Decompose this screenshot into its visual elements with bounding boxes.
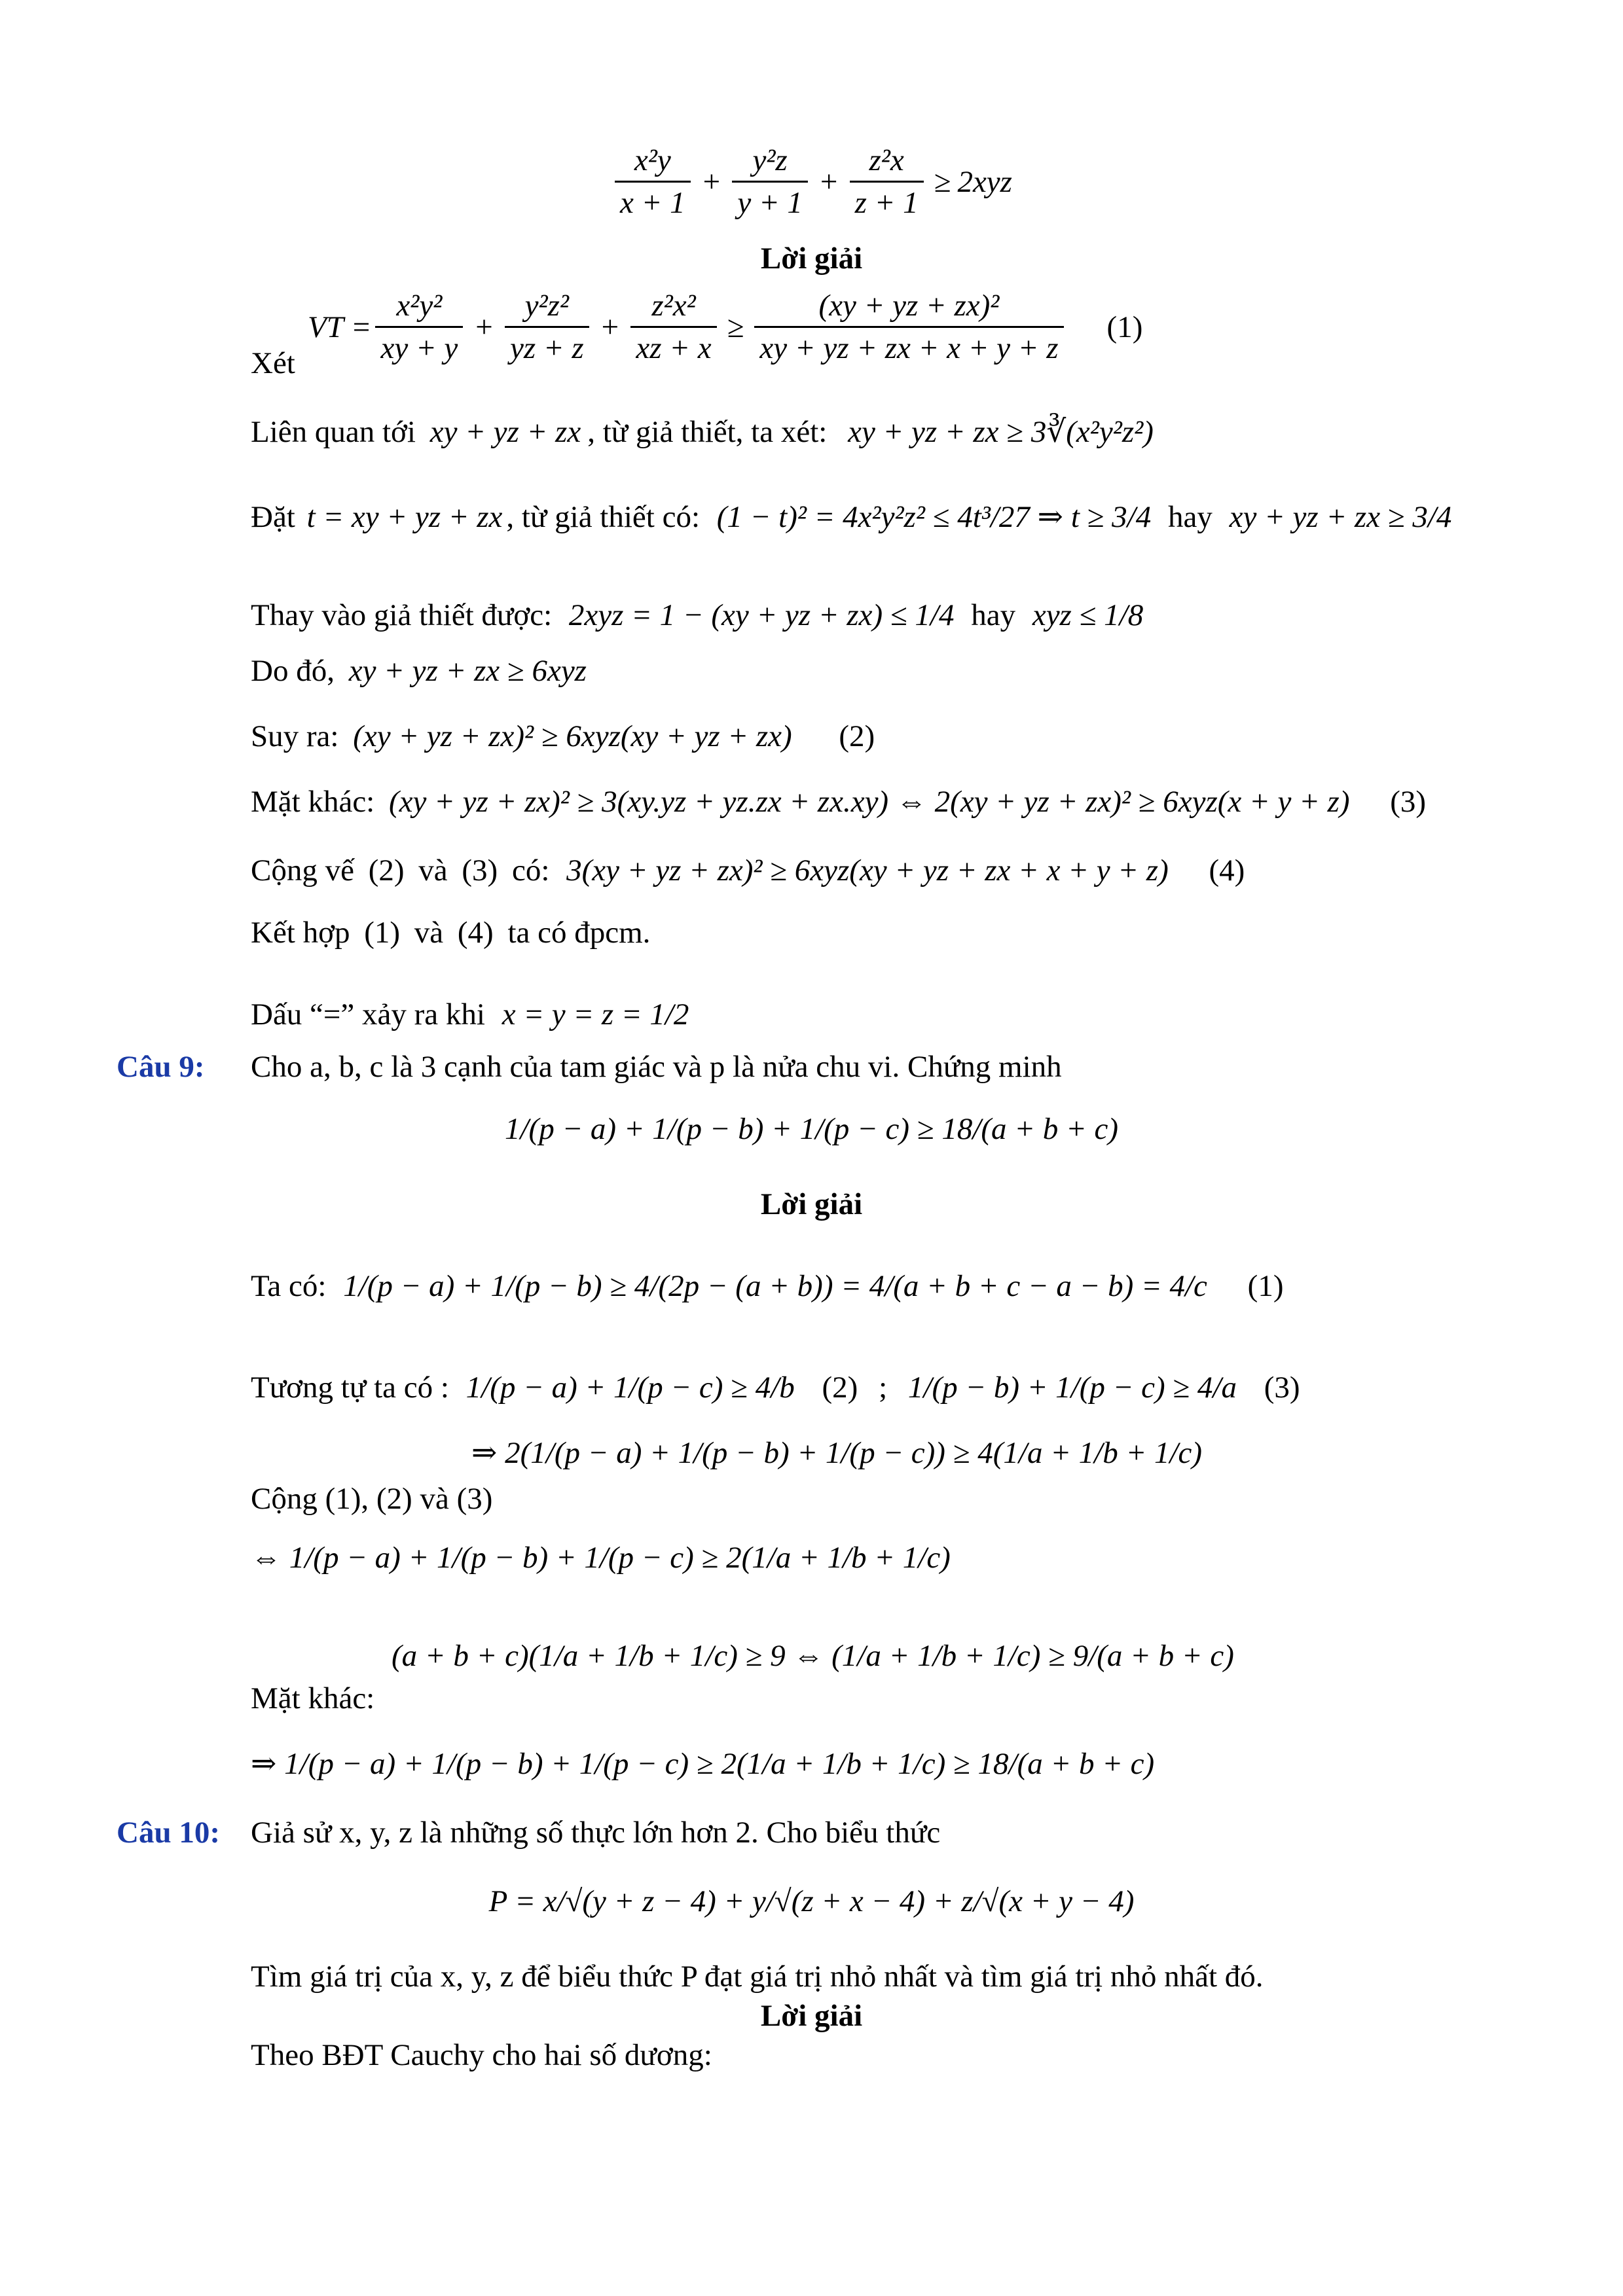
cong-equation-2: ⇔ 1/(p − a) + 1/(p − b) + 1/(p − c) ≥ 2(1/a + 1/b + 1/c) [251, 1541, 951, 1575]
math: 1/(p − a) + 1/(p − c) ≥ 4/b [465, 1371, 795, 1405]
text: , từ giả thiết, ta xét: [587, 415, 828, 449]
frac-num: y²z² [524, 289, 569, 323]
text: Tương tự ta có : [251, 1371, 449, 1405]
dau-bang-line [251, 995, 689, 1034]
cau-9-text: Cho a, b, c là 3 cạnh của tam giác và p là nửa chu vi. Chứng minh [251, 1050, 1062, 1084]
math: xyz ≤ 1/8 [1032, 598, 1144, 632]
text: Cộng vế [251, 853, 354, 888]
math: x = y = z = 1/2 [501, 997, 689, 1031]
lien-quan-line [251, 412, 1154, 452]
frac-den: yz + z [505, 326, 589, 366]
text: và [414, 916, 444, 950]
tim-gia-tri-line: Tìm giá trị của x, y, z để biểu thức P đạt giá trị nhỏ nhất và tìm giá trị nhỏ nhất đó. [251, 1960, 1264, 1994]
text: , từ giả thiết có: [506, 500, 701, 534]
theo-bdt-line: Theo BĐT Cauchy cho hai số dương: [251, 2038, 712, 2072]
loi-giai-heading: Lời giải [760, 242, 863, 276]
math: 2xyz = 1 − (xy + yz + zx) ≤ 1/4 [568, 598, 955, 632]
vt-lhs: VT = [308, 310, 372, 344]
text: hay [971, 598, 1016, 632]
eq-tag: (1) [364, 916, 401, 950]
math: 1/(p − a) + 1/(p − b) ≥ 4/(2p − (a + b)) = 4/(a + b + c − a − b) = 4/c [343, 1269, 1207, 1303]
frac-num: z²x² [651, 289, 696, 323]
text: Đặt [251, 500, 295, 534]
eq-tag: (1) [1106, 310, 1143, 344]
math: xy + yz + zx ≥ 3∛(x²y²z²) [848, 415, 1154, 449]
cau-9-inequality: 1/(p − a) + 1/(p − b) + 1/(p − c) ≥ 18/(a + b + c) [505, 1112, 1118, 1146]
tuong-tu-line: Tương tự ta có : 1/(p − a) + 1/(p − c) ≥ 4/b (2) ; 1/(p − b) + 1/(p − c) ≥ 4/a (3) [251, 1371, 1300, 1405]
frac-den: x + 1 [615, 181, 691, 221]
cong-ve-line [251, 851, 1245, 890]
math: 1/(p − b) + 1/(p − c) ≥ 4/a [907, 1371, 1237, 1405]
text: ta có đpcm. [507, 916, 651, 950]
rhs: 2xyz [957, 164, 1012, 199]
math: (xy + yz + zx)² ≥ 6xyz(xy + yz + zx) [353, 719, 792, 753]
text: Suy ra: [251, 719, 339, 753]
frac-num: x²y [634, 143, 671, 177]
xet-label: Xét [251, 346, 295, 380]
mat-khac-line [251, 782, 1426, 821]
text: có: [511, 853, 550, 888]
math: xy + yz + zx [429, 415, 581, 449]
ta-co-line [251, 1266, 1283, 1306]
final-9-equation: ⇒ 1/(p − a) + 1/(p − b) + 1/(p − c) ≥ 2(1/a + 1/b + 1/c) ≥ 18/(a + b + c) [251, 1747, 1155, 1781]
frac-num: z²x [869, 143, 904, 177]
cau-10-expression: P = x/√(y + z − 4) + y/√(z + x − 4) + z/√(x + y − 4) [488, 1884, 1135, 1918]
eq-tag: (2) [839, 719, 875, 753]
suy-ra-line [251, 717, 875, 756]
ket-hop-line [251, 913, 650, 952]
loi-giai-heading: Lời giải [760, 1187, 863, 1221]
math: t = xy + yz + zx [306, 500, 503, 534]
text: Mặt khác: [251, 785, 375, 819]
cong-label: Cộng (1), (2) và (3) [251, 1482, 493, 1516]
loi-giai-heading: Lời giải [760, 1999, 863, 2033]
frac-num: (xy + yz + zx)² [818, 289, 1000, 323]
math: (1 − t)² = 4x²y²z² ≤ 4t³/27 ⇒ t ≥ 3/4 [716, 500, 1152, 534]
text: và [418, 853, 448, 888]
mat-khac-2-label: Mặt khác: [251, 1681, 375, 1715]
eq-tag: (2) [822, 1371, 858, 1405]
eq-tag: (4) [1209, 853, 1245, 888]
eq-tag: (3) [1390, 785, 1427, 819]
cau-9-label: Câu 9: [117, 1050, 205, 1084]
text: Ta có: [251, 1269, 327, 1303]
top-inequality: $\frac{\text{x²y}}{x + 1}$ + $\frac{\text{y²z}}{y + 1}$ + $\frac{\text{z²x}}{z + 1}$ ≥ 2xyz [0, 141, 1623, 221]
thay-line [251, 596, 1143, 635]
frac-den: z + 1 [850, 181, 924, 221]
math: xy + yz + zx ≥ 3/4 [1229, 500, 1452, 534]
text: Dấu “=” xảy ra khi [251, 997, 485, 1031]
frac-den: y + 1 [732, 181, 808, 221]
eq-tag: (4) [457, 916, 494, 950]
cong-equation: ⇒ 2(1/(p − a) + 1/(p − b) + 1/(p − c)) ≥ 4(1/a + 1/b + 1/c) [471, 1436, 1203, 1470]
math: 3(xy + yz + zx)² ≥ 6xyz(xy + yz + zx + x + y + z) [566, 853, 1169, 888]
math: xy + yz + zx ≥ 6xyz [348, 654, 587, 688]
eq-tag: (3) [462, 853, 498, 888]
cau-10-text: Giả sử x, y, z là những số thực lớn hơn 2. Cho biểu thức [251, 1816, 941, 1850]
mat-khac-2-equation: (a + b + c)(1/a + 1/b + 1/c) ≥ 9 ⇔ (1/a + 1/b + 1/c) ≥ 9/(a + b + c) [392, 1639, 1234, 1673]
text: Thay vào giả thiết được: [251, 598, 553, 632]
eq-tag: (1) [1247, 1269, 1284, 1303]
vt-equation: VT = $\frac{\text{x²y²}}{xy + y}$ + $\frac{\text{y²z²}}{yz + z}$ + $\frac{\text{z²x²}}{xz + x}$ ≥ $\frac{\text{(xy + yz + zx)²}}{xy + yz + zx + x + y + z}$ (1) [308, 289, 1143, 365]
frac-num: y²z [752, 143, 788, 177]
eq-tag: (3) [1264, 1371, 1300, 1405]
frac-den: xy + yz + zx + x + y + z [754, 326, 1063, 366]
text: Kết hợp [251, 916, 350, 950]
cau-10-label: Câu 10: [117, 1816, 220, 1850]
dat-line [251, 497, 1451, 537]
frac-den: xz + x [630, 326, 716, 366]
eq-tag: (2) [368, 853, 405, 888]
text: Liên quan tới [251, 415, 416, 449]
text: Do đó, [251, 654, 335, 688]
frac-den: xy + y [375, 326, 463, 366]
do-do-line [251, 651, 587, 691]
text: hay [1167, 500, 1213, 534]
frac-num: x²y² [396, 289, 443, 323]
math: (xy + yz + zx)² ≥ 3(xy.yz + yz.zx + zx.xy) ⇔ 2(xy + yz + zx)² ≥ 6xyz(x + y + z) [389, 785, 1350, 819]
